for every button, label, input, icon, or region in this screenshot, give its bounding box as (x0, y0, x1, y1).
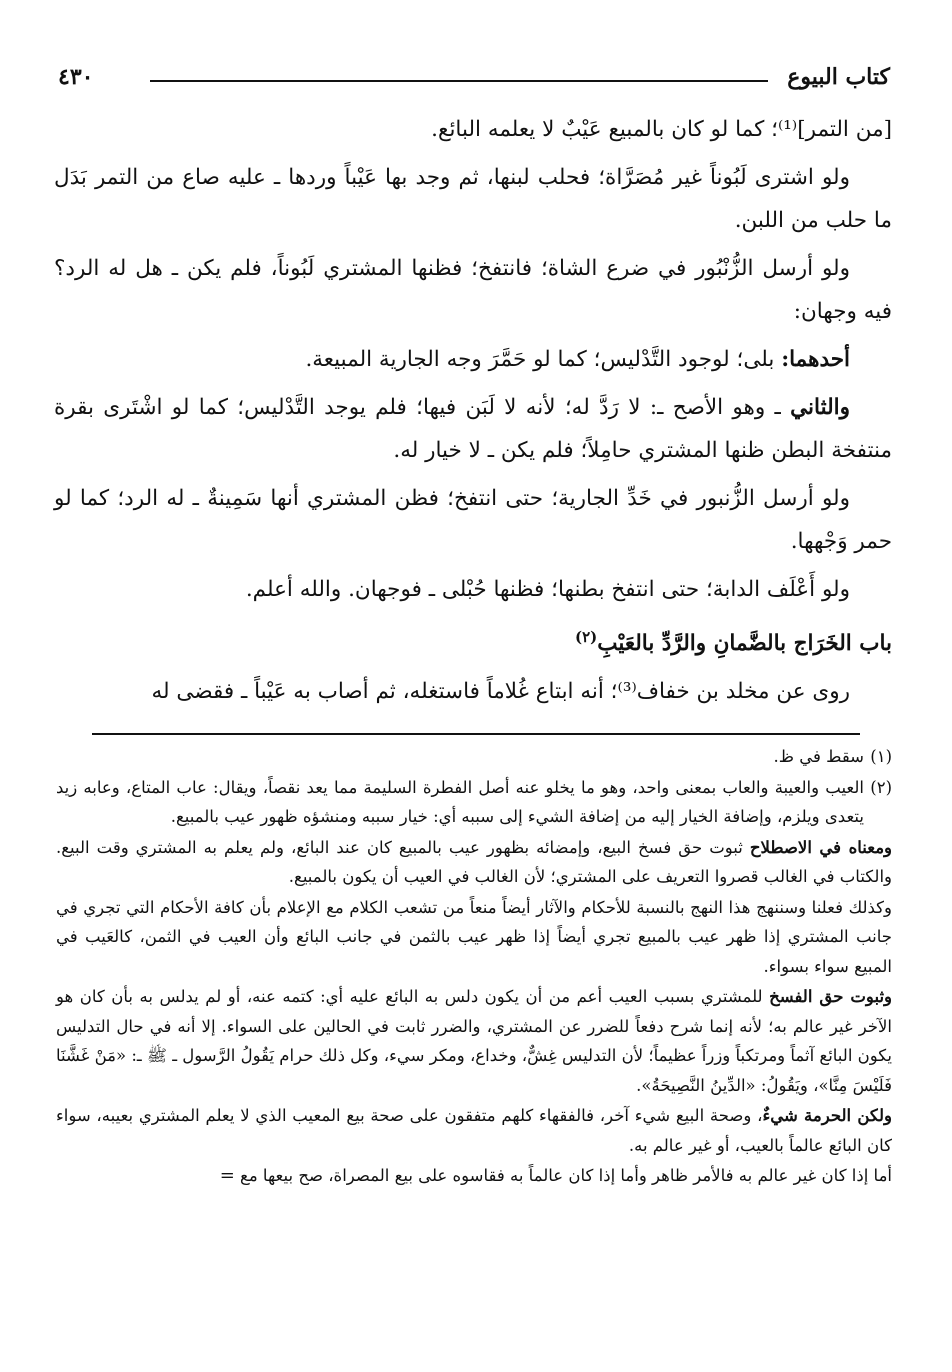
paragraph-4 (54, 338, 892, 381)
footnote-2-para-e-lead: ولكن الحرمة شيءٌ (762, 1106, 893, 1125)
footnote-2-para-c: وكذلك فعلنا وسننهج هذا النهج بالنسبة للأحكام والآثار أيضاً منعاً من تشعب الكلام مع الإعلام بأن كافة الأحكام التي تجري في جانب المشتري إذا ظهر عيب بالمبيع تجري أيضاً إذا ظهر عيب بالثمن في جانب البائع وأن العيب في الثمن، كالعَيب في المبيع سواء بسواء. (56, 897, 892, 976)
footnote-2-para-b-text: ثبوت حق فسخ البيع، وإمضائه بظهور عيب بالمبيع كان عند البائع، ولم يعلم به المشتري وقت البيع. والكتاب في الغالب قصروا التعريف على المشتري؛ لأن الغالب في العيب أن يكون بالمبيع. (56, 837, 892, 886)
footnote-2 (56, 773, 892, 832)
paragraph-1: [من التمر]⁽¹⁾؛ كما لو كان بالمبيع عَيْبٌ لا يعلمه البائع. (431, 117, 892, 142)
footnote-2-para-e (56, 1101, 892, 1160)
paragraph-5-lead: والثاني (790, 395, 850, 420)
footnote-2-para-f-text: أما إذا كان غير عالم به فالأمر ظاهر وأما إذا كان عالماً به فقاسوه على بيع المصراة، صح بيعها مع (240, 1166, 892, 1185)
chapter-title: باب الخَرَاج بالضَّمانِ والرَّدِّ بالعَيْبِ (597, 631, 892, 657)
chapter-footnote-ref: (٢) (574, 628, 598, 646)
footnote-2-para-d-lead: وثبوت حق الفسخ (769, 987, 892, 1006)
footnote-1-text: سقط في ظ. (773, 747, 864, 766)
footnote-1 (56, 742, 892, 772)
header-rule (150, 80, 768, 82)
paragraph-6: ولو أرسل الزُّنبور في خَدِّ الجارية؛ حتى انتفخ؛ فظن المشتري أنها سَمِينةٌ ـ له الرد؛ كما لو حمر وَجْهها. (54, 486, 892, 554)
footnote-2-para-d (56, 982, 892, 1100)
paragraph-5 (54, 386, 892, 472)
footnote-1-number: (١) (870, 747, 892, 766)
page-number: ٤٣٠ (58, 64, 94, 90)
paragraph-7: ولو أَعْلَف الدابة؛ حتى انتفخ بطنها؛ فظنها حُبْلى ـ فوجهان. والله أعلم. (245, 577, 850, 602)
paragraph-4-lead: أحدهما: (781, 347, 850, 372)
footnote-2-number: (٢) (870, 777, 892, 797)
footnote-2-para-f (56, 1161, 892, 1191)
running-title: كتاب البيوع (787, 64, 890, 90)
footnotes (56, 742, 892, 1191)
footnote-2-para-b (56, 833, 892, 892)
page-header (58, 64, 890, 100)
continuation-mark: = (219, 1165, 235, 1186)
paragraph-5-text: ـ وهو الأصح ـ: لا رَدَّ له؛ لأنه لا لَبَن فيها؛ فلم يوجد التَّدْليس؛ كما لو اشْتَرى بقرة منتفخة البطن ظنها المشتري حامِلاً؛ فلم يكن ـ لا خيار له. (54, 395, 892, 463)
footnote-2-para-e-text: ، وصحة البيع شيء آخر، فالفقهاء كلهم متفقون على صحة بيع المعيب الذي لا يعلم المشتري بعيبه، سواء كان البائع عالماً بالعيب، أو غير عالم به. (56, 1106, 892, 1155)
paragraph-8: روى عن مخلد بن خفاف⁽³⁾؛ أنه ابتاع غُلاماً فاستغله، ثم أصاب به عَيْباً ـ فقضى له (151, 679, 850, 705)
paragraph-2: ولو اشترى لَبُوناً غير مُصَرَّاة؛ فحلب لبنها، ثم وجد بها عَيْباً وردها ـ عليه صاع من التمر بَدَل ما حلب من اللبن. (54, 165, 892, 233)
footnote-2-para-d-text: للمشتري بسبب العيب أعم من أن يكون دلس به البائع عليه أي: كتمه عنه، أو لم يدلس به بأن كان هو الآخر غير عالم به؛ لأنه إنما شرح دفعاً للضرر عن المشتري، والضرر ثابت في الحالين على السواء. إلا أنه في حال التدليس يكون البائع آثماً ومرتكباً وزراً عظيماً؛ لأن التدليس غِشٌّ، وخداع، ومكر سيء، وكل ذلك حرام يَقُولُ الرَّسول ـ ﷺ ـ: «مَنْ غَشَّنَا فَلَيْسَ مِنَّا»، ويَقُولُ: «الدِّينُ النَّصِيحَةُ». (56, 987, 892, 1095)
footnote-2-para-b-lead: ومعناه في الاصطلاح (749, 837, 892, 857)
footnote-2-text: العيب والعيبة والعاب بمعنى واحد، وهو ما يخلو عنه أصل الفطرة السليمة مما يعد نقصاً، ويقال: عاب المتاع، وعابه زيد يتعدى ويلزم، وإضافة الخيار إليه من إضافة الشيء إلى سببه أي: خيار سببه ومنشؤه ظهور عيب بالمبيع. (56, 777, 864, 826)
paragraph-4-text: بلى؛ لوجود التَّدْليس؛ كما لو حَمَّرَ وجه الجارية المبيعة. (305, 347, 782, 372)
main-text (54, 108, 892, 713)
chapter-heading (54, 616, 892, 665)
footnote-separator (92, 733, 860, 735)
paragraph-3: ولو أرسل الزُّنْبُور في ضرع الشاة؛ فانتفخ؛ فظنها المشتري لَبُوناً، فلم يكن ـ هل له الرد؟ فيه وجهان: (54, 256, 892, 324)
